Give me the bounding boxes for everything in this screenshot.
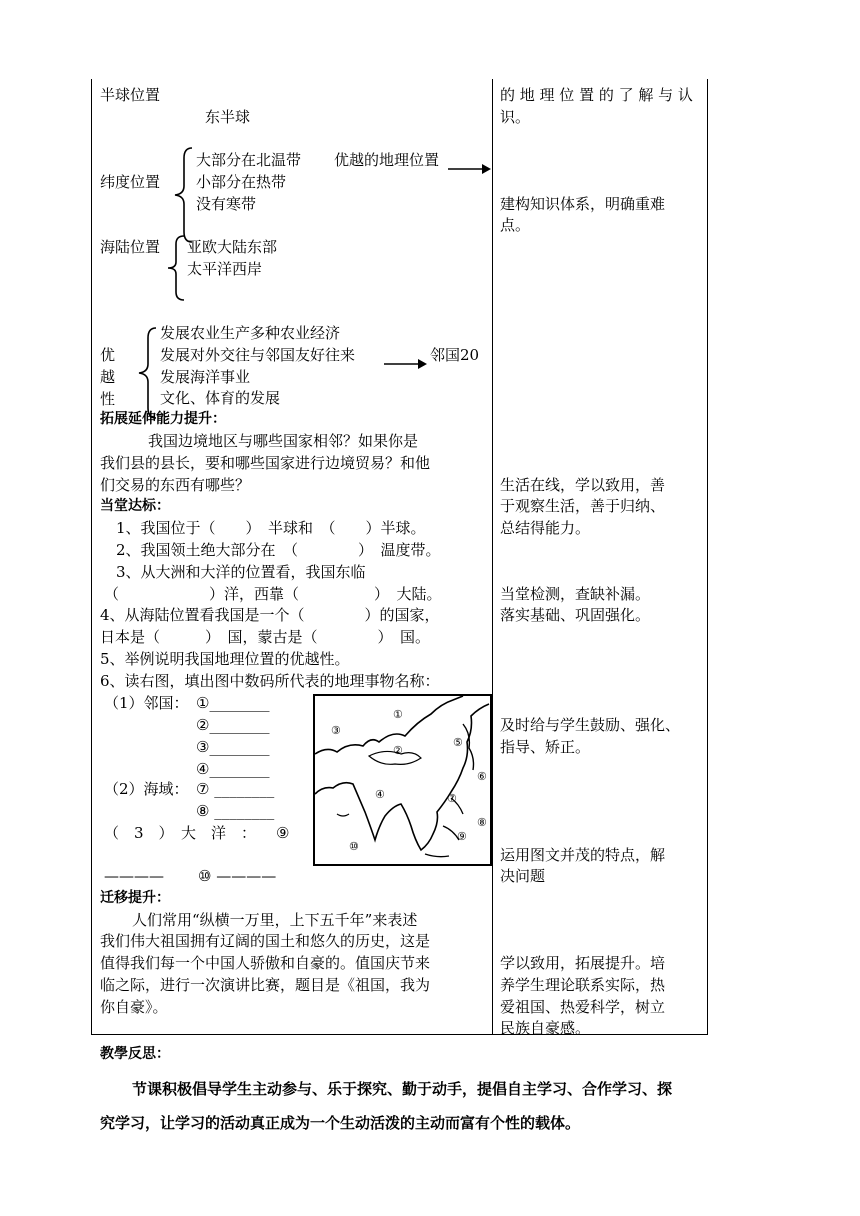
reflection-heading: 教學反思： bbox=[100, 1046, 170, 1062]
transfer-text-4: 临之际，进行一次演讲比赛，题目是《祖国，我为 bbox=[100, 976, 431, 994]
right-note-7d: 民族自豪感。 bbox=[500, 1019, 591, 1037]
right-note-3b: 于观察生活，善于归纳、 bbox=[500, 497, 666, 515]
table-border-bottom bbox=[91, 1034, 708, 1035]
map-q-o9: ⑨ bbox=[276, 824, 290, 842]
map-marker-10: ⑩ bbox=[349, 840, 359, 853]
advantage-item-2: 发展对外交往与邻国友好往来 bbox=[160, 346, 356, 364]
extend-heading: 拓展延伸能力提升： bbox=[100, 411, 226, 427]
reflection-text-2: 究学习，让学习的活动真正成为一个生动活泼的主动而富有个性的载体。 bbox=[100, 1114, 581, 1132]
hemisphere-label: 半球位置 bbox=[100, 86, 161, 104]
right-note-7c: 爱祖国、热爱科学，树立 bbox=[500, 998, 666, 1016]
right-note-5b: 指导、矫正。 bbox=[500, 738, 591, 756]
right-note-6a: 运用图文并茂的特点，解 bbox=[500, 846, 666, 864]
map-marker-2: ② bbox=[393, 744, 403, 757]
table-border-mid bbox=[492, 79, 493, 1035]
transfer-heading: 迁移提升： bbox=[100, 890, 170, 906]
quiz-line-7: 5、举例说明我国地理位置的优越性。 bbox=[100, 650, 350, 668]
table-border-left bbox=[91, 79, 92, 1035]
map-marker-1: ① bbox=[393, 708, 403, 721]
right-note-4b: 落实基础、巩固强化。 bbox=[500, 606, 651, 624]
advantage-item-4: 文化、体育的发展 bbox=[160, 389, 281, 407]
right-note-6b: 决问题 bbox=[500, 867, 546, 885]
right-note-5a: 及时给与学生鼓励、强化、 bbox=[500, 716, 681, 734]
right-note-3c: 总结得能力。 bbox=[500, 519, 591, 537]
table-border-right bbox=[707, 79, 708, 1035]
reflection-text-1: 节课积极倡导学生主动参与、乐于探究、勤于动手，提倡自主学习、合作学习、探 bbox=[132, 1080, 673, 1098]
map-q-s8: ⑧ ________ bbox=[196, 802, 275, 820]
latitude-item-2: 小部分在热带 bbox=[196, 173, 287, 191]
map-q-s7: ⑦ ________ bbox=[196, 780, 275, 798]
transfer-text-2: 我们伟大祖国拥有辽阔的国土和悠久的历史，这是 bbox=[100, 932, 431, 950]
map-q-neighbors-label: （1）邻国： bbox=[104, 694, 189, 712]
latitude-item-3: 没有寒带 bbox=[196, 195, 257, 213]
quiz-line-5: 4、从海陆位置看我国是一个（ ）的国家， bbox=[100, 606, 440, 624]
extend-text-3: 们交易的东西有哪些？ bbox=[100, 476, 251, 494]
map-q-seas-label: （2）海域： bbox=[104, 780, 189, 798]
extend-text-1: 我国边境地区与哪些国家相邻？如果你是 bbox=[148, 432, 419, 450]
advantage-label-3: 性 bbox=[100, 390, 116, 408]
hemisphere-value: 东半球 bbox=[205, 108, 251, 126]
map-marker-8: ⑧ bbox=[477, 816, 487, 829]
advantage-label-1: 优 bbox=[100, 346, 116, 364]
map-marker-4: ④ bbox=[375, 788, 385, 801]
map-q-n2: ②________ bbox=[196, 716, 270, 734]
asia-map bbox=[313, 694, 492, 866]
right-note-7a: 学以致用，拓展提升。培 bbox=[500, 954, 666, 972]
quiz-line-3: 3、从大洲和大洋的位置看，我国东临 bbox=[116, 563, 366, 581]
sealand-item-2: 太平洋西岸 bbox=[187, 260, 263, 278]
advantage-item-1: 发展农业生产多种农业经济 bbox=[160, 324, 341, 342]
right-note-2b: 点。 bbox=[500, 216, 531, 234]
quiz-line-4: （ ）洋，西靠（ ） 大陆。 bbox=[104, 585, 442, 603]
transfer-text-5: 你自豪》。 bbox=[100, 998, 168, 1016]
advantage-label-2: 越 bbox=[100, 368, 116, 386]
advantage-arrow bbox=[384, 357, 428, 371]
advantage-brace bbox=[136, 326, 158, 420]
neighbor-note: 邻国20 bbox=[430, 346, 480, 364]
right-note-7b: 养学生理论联系实际，热 bbox=[500, 976, 666, 994]
quiz-heading: 当堂达标： bbox=[100, 498, 170, 514]
extend-text-2: 我们县的县长，要和哪些国家进行边境贸易？和他 bbox=[100, 454, 431, 472]
sealand-brace bbox=[166, 234, 186, 302]
right-note-1b: 识。 bbox=[500, 108, 531, 126]
quiz-line-6: 日本是（ ） 国，蒙古是（ ） 国。 bbox=[100, 628, 431, 646]
right-note-4a: 当堂检测，查缺补漏。 bbox=[500, 585, 651, 603]
map-q-o9-blank: ———— bbox=[104, 867, 164, 885]
latitude-result: 优越的地理位置 bbox=[334, 151, 440, 169]
map-marker-7: ⑦ bbox=[447, 792, 457, 805]
map-q-n3: ③________ bbox=[196, 738, 270, 756]
quiz-line-8: 6、读右图，填出图中数码所代表的地理事物名称： bbox=[100, 672, 440, 690]
right-note-2a: 建构知识体系，明确重难 bbox=[500, 195, 666, 213]
map-q-o10: ⑩ ———— bbox=[198, 867, 277, 885]
right-note-1a: 的 地 理 位 置 的 了 解 与 认 bbox=[500, 86, 693, 104]
advantage-item-3: 发展海洋事业 bbox=[160, 368, 251, 386]
map-marker-3: ③ bbox=[331, 724, 341, 737]
transfer-text-1: 人们常用“纵横一万里，上下五千年”来表述 bbox=[132, 911, 418, 929]
transfer-text-3: 值得我们每一个中国人骄傲和自豪的。值国庆节来 bbox=[100, 954, 431, 972]
latitude-item-1: 大部分在北温带 bbox=[196, 151, 302, 169]
quiz-line-1: 1、我国位于（ ） 半球和 （ ）半球。 bbox=[116, 519, 426, 537]
sealand-item-1: 亚欧大陆东部 bbox=[187, 238, 278, 256]
latitude-arrow bbox=[448, 162, 492, 176]
map-marker-6: ⑥ bbox=[477, 770, 487, 783]
quiz-line-2: 2、我国领土绝大部分在 （ ） 温度带。 bbox=[116, 541, 441, 559]
map-q-ocean-label: （ 3 ） 大 洋 ： bbox=[104, 824, 257, 842]
map-q-n4: ④________ bbox=[196, 760, 270, 778]
latitude-brace bbox=[172, 146, 194, 244]
right-note-3a: 生活在线，学以致用，善 bbox=[500, 476, 666, 494]
map-marker-9: ⑨ bbox=[457, 830, 467, 843]
map-q-n1: ①________ bbox=[196, 694, 270, 712]
latitude-label: 纬度位置 bbox=[100, 173, 161, 191]
map-marker-5: ⑤ bbox=[453, 736, 463, 749]
sealand-label: 海陆位置 bbox=[100, 238, 161, 256]
